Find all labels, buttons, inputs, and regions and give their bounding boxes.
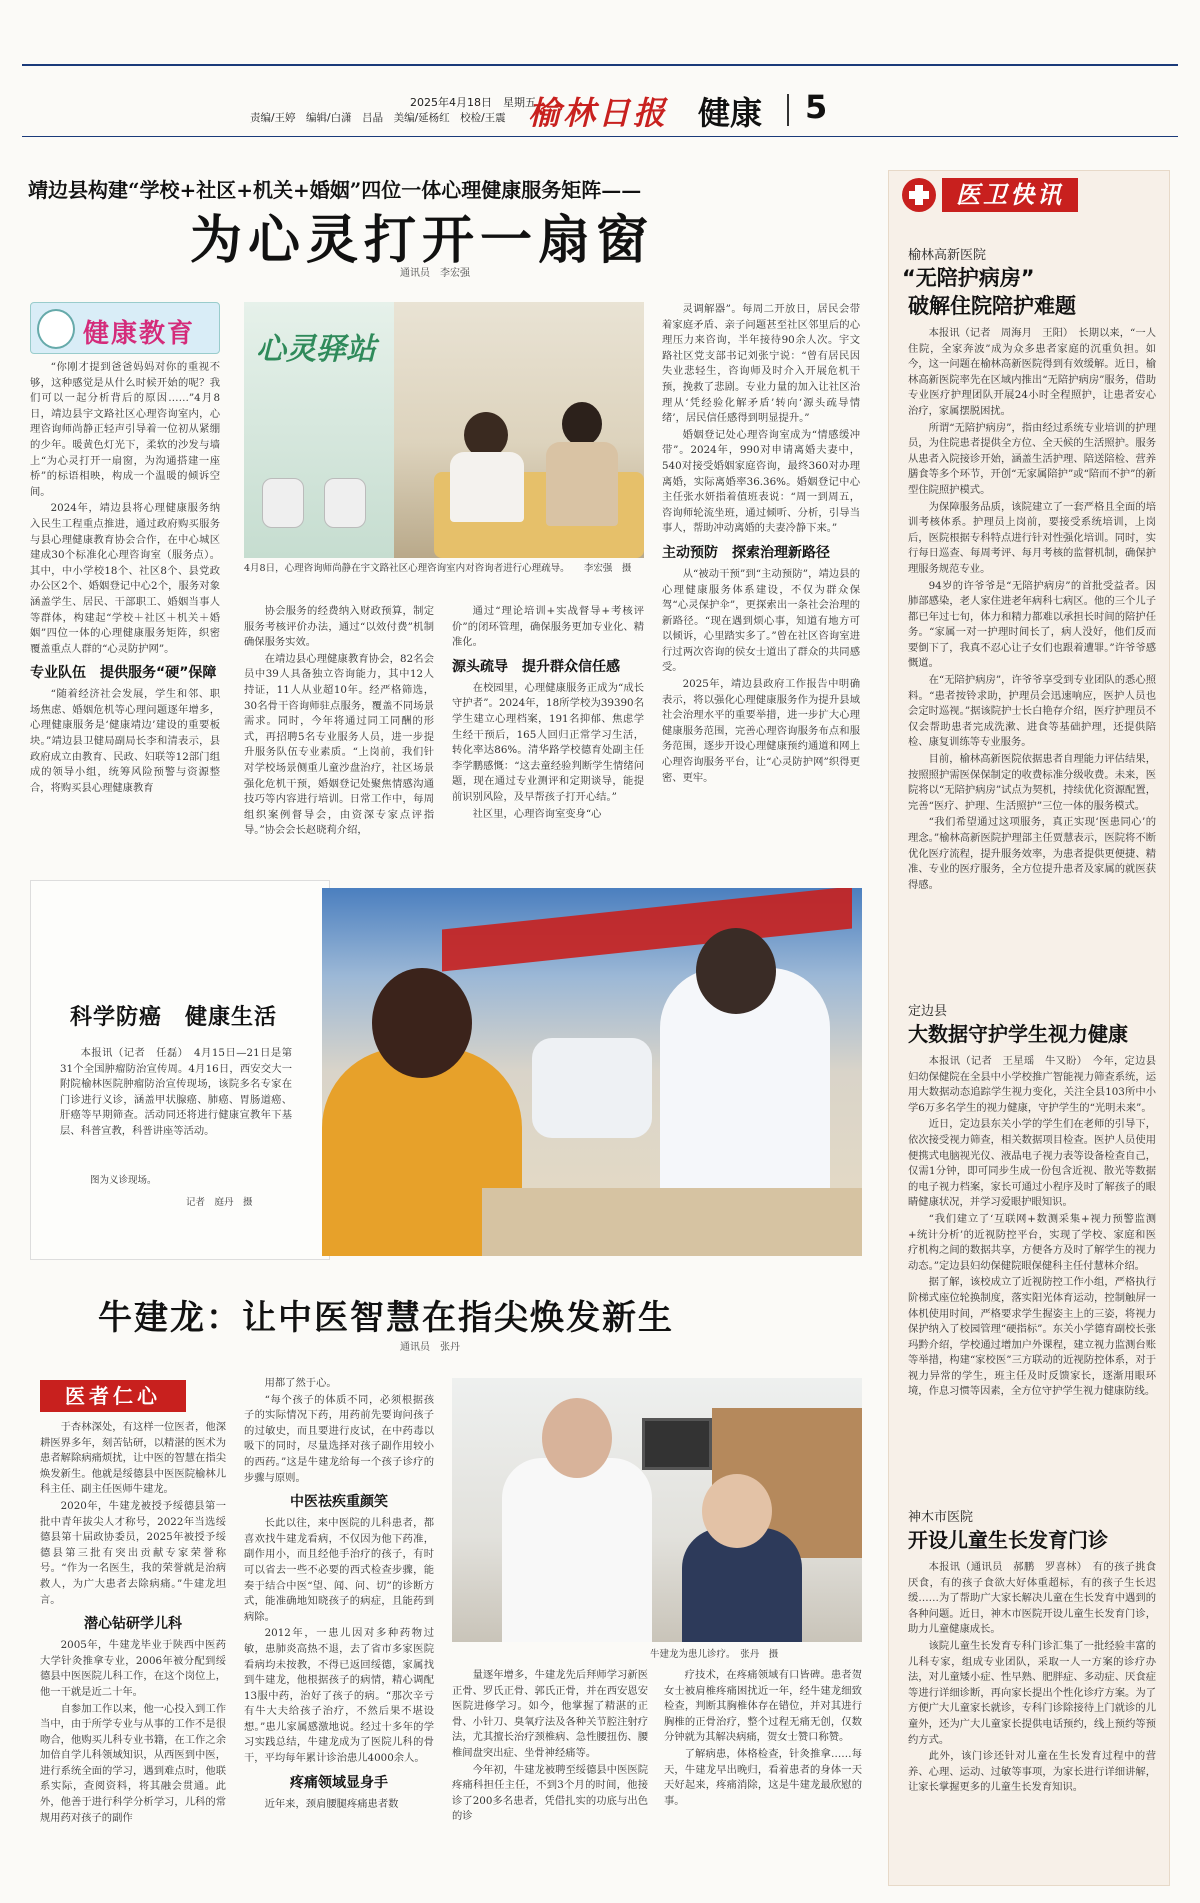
article-2-kicker: 定边县 [908, 1004, 948, 1019]
paragraph: 在校园里，心理健康服务正成为“成长守护者”。2024年，18所学校为39390名学生建立心理档案，191名抑郁、焦虑学生经干预后，165人回归正常学习生活，转化率达86%。清华路学校德育处副主任李学鹏感慨：“这去童经验判断学生情绪问题，现在通过专业测评和定期谈导，能提前识别风险，及早帮孩子打开心结。” [452, 681, 644, 803]
top-rule [22, 64, 1178, 66]
paragraph: 2012年，一患儿因对多种药物过敏，患肺炎高热不退，去了省市多家医院看病均未按教，不得已返回绥德，家属找到牛建龙，他根据孩子的病情，精心调配13服中药，治好了孩子的病。“那次辛亏有牛大夫给孩子治疗，不然后果不堪设想。”患儿家属感激地说。经过十多年的学习实践总结，牛建龙成为了医院儿科的骨干，平均每年累计诊治患儿4000余人。 [244, 1627, 434, 1765]
paragraph: 为保障服务品质，该院建立了一套严格且全面的培训考核体系。护理员上岗前，要接受系统培训，上岗后，医院根据专科特点进行针对性强化培训。同时，实行每日巡查、每周考评、每月考核的监督机制，确保护理服务规范专业。 [908, 500, 1156, 575]
doctor-coat [502, 1458, 652, 1642]
date-line: 2025年4月18日 星期五 [410, 96, 536, 109]
article-3-body [908, 1560, 1156, 1882]
boy-body [450, 452, 524, 522]
paragraph: 所谓“无陪护病房”，指由经过系统专业培训的护理员，为住院患者提供全方位、全天候的生活照护。服务从患者入院接诊开始，涵盖生活护理、陪送陪检、营养膳食等多个环节，开创“无家属陪护”或“陪而不护”的新型住院照护模式。 [908, 421, 1156, 496]
paragraph: 本报讯（记者 周海月 王阳） 长期以来，“一人住院，全家奔波”成为众多患者家庭的沉重负担。如今，这一问题在榆林高新医院得到有效缓解。近日，榆林高新医院率先在区域内推出“无陪护病房”服务，借助专业医疗护理团队开展24小时全程照护，让患者安心治疗，家属摆脱困扰。 [908, 327, 1156, 417]
article-1-title-line2: 破解住院陪护难题 [908, 294, 1076, 318]
subheading: 中医祛疾重颜笑 [290, 1494, 388, 1511]
lead-column-1 [30, 360, 220, 852]
chair-right [324, 478, 366, 528]
paragraph: 本报讯（通讯员 郝鹏 罗喜林） 有的孩子挑食厌食，有的孩子食欲大好体重超标，有的孩子生长迟缓……为了帮助广大家长解决儿童在生长发育中遇到的各种问题。近日，神木市医院开设儿童生长发育门诊，助力儿童健康成长。 [908, 1561, 1156, 1636]
paragraph: 婚姻登记处心理咨询室成为“情感缓冲带”。2024年，990对申请离婚夫妻中，540对接受婚姻家庭咨询，最终360对办理离婚，实际离婚率36.36%。婚姻登记中心主任张水妍指着值班表说：“周一到周五，咨询师轮流坐班，通过倾听、分析，引导当事人，帮助冲动离婚的夫妻冷静下来。” [662, 428, 860, 535]
paragraph: 量逐年增多，牛建龙先后拜师学习新医正骨、罗氏正骨、郭氏正骨，并在西安恩安医院进修学习。如今，他掌握了精湛的正骨、小针刀、臭氧疗法及各种关节腔注射疗法，尤其擅长治疗颈椎病、急性腰扭伤、腰椎间盘突出症、坐骨神经痛等。 [452, 1669, 648, 1759]
article-2-title: 大数据守护学生视力健康 [908, 1022, 1128, 1046]
editors-line: 责编/王婷 编辑/白潇 吕晶 美编/延杨红 校检/王震 [250, 112, 506, 124]
counseling-room-photo [244, 302, 644, 558]
cancer-news-body [60, 1046, 292, 1166]
paragraph: 本报讯（记者 王星瑶 牛又盼） 今年，定边县妇幼保健院在全县中小学校推广智能视力筛查系统，运用大数据动态追踪学生视力变化，关注全县103所中小学6万多名学生的视力健康，守护学生的“光明未来”。 [908, 1055, 1156, 1114]
paragraph: 本报讯（记者 任磊） 4月15日—21日是第31个全国肿瘤防治宣传周。4月16日，西安交大一附院榆林医院肿瘤防治宣传现场，该院多名专家在门诊进行义诊，涵盖甲状腺癌、肺癌、胃肠道癌、肝癌等早期筛查。活动同还将进行健康宣教年下基层、科普宣教，科普讲座等活动。 [60, 1047, 292, 1137]
health-education-tag [30, 302, 220, 354]
tcm-column-1 [40, 1420, 226, 1882]
doctor-column-tag: 医者仁心 [40, 1380, 186, 1412]
lead-title: 为心灵打开一扇窗 [190, 210, 655, 271]
article-1-kicker: 榆林高新医院 [908, 248, 987, 263]
article-2-body [908, 1054, 1156, 1468]
paragraph: 长此以往，来中医院的儿科患者，都喜欢找牛建龙看病，不仅因为他下药准，副作用小，而且经他手治疗的孩子，有时可以省去一些不必要的西式检查步骤，能奏于结合中医“望、闻、问、切”的诊断方式，能准确地知晓孩子的病症，且能药到病除。 [244, 1517, 434, 1623]
paragraph: 协会服务的经费纳入财政预算，制定服务考核评价办法，通过“以效付费”机制确保服务实效。 [244, 605, 434, 649]
paragraph: 该院儿童生长发育专科门诊汇集了一批经验丰富的儿科专家，组成专业团队，采取一人一方案的诊疗办法，对儿童矮小症、性早熟、肥胖症、多动症、厌食症等进行详细诊断，再向家长提出个性化诊疗方案。为了方便广大儿童家长就诊，专科门诊除接待上门就诊的儿童外，还为广大儿童家长提供电话预约，线上预约等预约方式。 [908, 1639, 1156, 1746]
paragraph: “每个孩子的体质不同，必须根据孩子的实际情况下药，用药前先要询问孩子的过敏史，而且要进行皮试，在中药毒以吸下的同时，尽量选择对孩子副作用较小的西药。”这是牛建龙给每一个孩子诊疗的步骤与原则。 [244, 1393, 434, 1484]
cancer-photo-credit: 记者 庭丹 摄 [186, 1197, 253, 1208]
paragraph: 2024年，靖边县将心理健康服务纳入民生工程重点推进，通过政府购买服务与县心理健康教育协会合作，在中心城区建成30个标准化心理咨询室（服务点）。其中，中小学校18个、社区8个、县党政办公区2个、婚姻登记中心2个，服务对象涵盖学生、居民、干部职工、婚姻当事人等群体，构建起“学校＋社区＋机关＋婚姻”四位一体的心理健康服务矩阵，织密覆盖重点人群的“心灵防护网”。 [30, 502, 220, 655]
paragraph: “我们建立了‘互联网+数测采集+视力预警监测+统计分析’的近视防控平台，实现了学校、家庭和医疗机构之间的数据共享，方便各方及时了解学生的视力动态。”定边县妇幼保健院眼保健科主任付慧林介绍。 [908, 1212, 1156, 1272]
paragraph: 在“无陪护病房”，许爷爷享受到专业团队的悉心照料。“患者按铃求助，护理员会迅速响应，医护人员也会定时巡视。”据该院护士长白艳存介绍，医疗护理员不仅会帮助患者完成洗漱、进食等基础护理，还提供陪检、康复训练等专业服务。 [908, 674, 1156, 749]
cancer-news-title: 科学防癌 健康生活 [70, 1004, 278, 1030]
tcm-title: 牛建龙：让中医智慧在指尖焕发新生 [98, 1298, 674, 1338]
paragraph: 自参加工作以来，他一心投入到工作当中，由于所学专业与从事的工作不是很吻合，他购买儿科专业书籍，在工作之余加倍自学儿科领域知识，从西医到中医，进行系统全面的学习，遇到难点时，他联系实际，查阅资料，将其融会贯通。此外，他善于进行科学分析学习，儿科的常规用药对孩子的副作 [40, 1702, 226, 1824]
subheading: 专业队伍 提供服务“硬”保障 [30, 665, 217, 682]
tcm-photo-caption: 牛建龙为患儿诊疗。 张丹 摄 [650, 1649, 779, 1660]
subheading: 疼痛领域显身手 [290, 1774, 388, 1791]
sidebar-tag: 医卫快讯 [942, 178, 1078, 212]
paragraph: 疗技术，在疼痛领域有口皆碑。患者贺女士被肩椎疼痛困扰近一年，经牛建龙细致检查，判断其胸椎体存在错位，并对其进行胸椎的正骨治疗，整个过程无痛无创，仅数分钟就为其解决病痛，贺女士赞口称赞。 [664, 1669, 862, 1744]
paragraph: 于杏林深处，有这样一位医者，他深耕医界多年，刻苦钻研，以精湛的医术为患者解除病痛烦扰，让中医的智慧在指尖焕发新生。他就是绥德县中医医院榆林儿科主任、副主任医师牛建龙。 [40, 1421, 226, 1496]
paragraph: 今年初，牛建龙被聘至绥德县中医医院疼痛科担任主任，不到3个月的时间，他接诊了200多名患者，凭借扎实的功底与出色的诊 [452, 1763, 648, 1823]
health-education-label: 健康教育 [83, 319, 196, 349]
tcm-byline: 通讯员 张丹 [400, 1342, 460, 1353]
wall-sign-text: 心灵驿站 [256, 332, 376, 367]
paragraph: 94岁的许爷爷是“无陪护病房”的首批受益者。因肺部感染，老人家住进老年病科七病区。他的三个儿子都已年过七旬，体力和精力都难以承担长时间的陪护任务。“家属一对一护理时间长了，病人没好，他们反而要倒下了，我真不忍心让子女们也跟着遭罪。”许爷爷感慨道。 [908, 579, 1156, 670]
article-3-title: 开设儿童生长发育门诊 [908, 1528, 1108, 1552]
paragraph: 在靖边县心理健康教育协会，82名会员中39人具备独立咨询能力，其中12人持证，11人从业超10年。经严格筛选，30名骨干咨询师驻点服务，覆盖不同场景需求。同时，今年将通过同工同酬的形式，再招聘5名专业服务人员，进一步提升服务队伍专业素质。“上岗前，我们针对学校场景侧重儿童沙盘治疗，社区场景强化危机干预，婚姻登记处聚焦情感沟通技巧等内容进行培训。日常工作中，每周组织案例督导会，由资深专家点评指导。”协会会长赵晓莉介绍， [244, 652, 434, 837]
lead-kicker: 靖边县构建“学校+社区+机关+婚姻”四位一体心理健康服务矩阵—— [28, 178, 642, 202]
staff-row [532, 1038, 652, 1138]
masthead-divider [787, 94, 789, 126]
subheading: 潜心钻研学儿科 [84, 1616, 182, 1633]
paragraph: 2005年，牛建龙毕业于陕西中医药大学针灸推拿专业，2006年被分配到绥德县中医医院儿科工作，在这个岗位上，他一干就是近二十年。 [40, 1639, 226, 1698]
paragraph: 用都了然于心。 [264, 1377, 337, 1389]
subheading: 源头疏导 提升群众信任感 [452, 658, 620, 675]
computer-monitor [642, 1418, 712, 1470]
patient-head [372, 968, 472, 1078]
paragraph: 此外，该门诊还针对儿童在生长发育过程中的营养、心理、运动、过敏等事项，为家长进行详细讲解，让家长掌握更多的儿童生长发育知识。 [908, 1750, 1156, 1794]
subheading: 主动预防 探索治理新路径 [662, 544, 830, 561]
counselor-figure [562, 402, 602, 446]
masthead-bottom-rule [22, 136, 1178, 137]
article-3-kicker: 神木市医院 [908, 1510, 974, 1525]
child-head [702, 1474, 772, 1548]
chair-left [262, 478, 304, 528]
lead-byline: 通讯员 李宏强 [400, 268, 470, 279]
paragraph: “我们希望通过这项服务，真正实现‘医患同心’的理念。”榆林高新医院护理部主任贾慧表示，医院将不断优化医疗流程，提升服务效率，为患者提供更便捷、精准、专业的医疗服务，全方位提升患者及家属的就医获得感。 [908, 816, 1156, 891]
article-1-body [908, 326, 1156, 1002]
article-1-title-line1: “无陪护病房” [902, 266, 1035, 290]
lead-column-4 [662, 302, 860, 852]
paragraph: “你刚才提到爸爸妈妈对你的重视不够，这种感觉是从什么时候开始的呢？我们可以一起分析背后的原因……”4月8日，靖边县宇文路社区心理咨询室内，心理咨询师尚静正轻声引导着一位初从紧绷的少年。暖黄色灯光下，柔软的沙发与墙上“为心灵打开一扇窗，为沟通搭建一座桥”的标语相映，构成一个温暖的倾诉空间。 [30, 361, 220, 498]
sidebar-header [902, 176, 1158, 214]
paragraph: 近日，定边县东关小学的学生们在老师的引导下，依次接受视力筛查，相关数据项目检查。医护人员使用便携式电脑视光仪、液晶电子视力表等设备检查自己，仅需1分钟，即可同步生成一份包含近视、散光等数据的电子视力档案，家长可通过小程序及时了解孩子的眼睛健康状况，并学习爱眼护眼知识。 [908, 1118, 1156, 1209]
tcm-column-3 [452, 1668, 648, 1882]
paragraph: 近年来，颈肩腰腿疼痛患者数 [264, 1797, 399, 1810]
paragraph: 2025年，靖边县政府工作报告中明确表示，将以强化心理健康服务作为提升县域社会治理水平的重要举措，进一步扩大心理健康服务范围，完善心理咨询服务布点和服务范围，逐步开设心理健康预约通道和网上心理咨询服务平台，让“心灵防护网”织得更密、更牢。 [662, 678, 860, 784]
counselor-body [546, 442, 618, 526]
doctor-treating-child-photo [452, 1378, 862, 1642]
paragraph: 通过“理论培训+实战督导+考核评价”的闭环管理，确保服务更加专业化、精准化。 [452, 605, 644, 649]
cancer-picture-note: 图为义诊现场。 [90, 1175, 157, 1186]
paragraph: “随着经济社会发展，学生和邻、职场焦虑、婚姻危机等心理问题逐年增多，心理健康服务是‘健康靖边’建设的重要板块。”靖边县卫健局副局长李和清表示，县政府成立由教育、民政、妇联等12部门组成的领导小组，统筹风险预警与资源整合，将购买县心理健康教育 [30, 688, 220, 794]
red-banner [442, 888, 852, 972]
lead-column-2 [244, 604, 434, 852]
lead-photo-caption: 4月8日，心理咨询师尚静在宇文路社区心理咨询室内对咨询者进行心理疏导。 李宏强 摄 [244, 563, 632, 574]
red-cross-icon [902, 178, 936, 212]
paragraph: 从“被动干预”到“主动预防”，靖边县的心理健康服务体系建设，不仅为群众保驾“心灵保护伞”，更探索出一条社会治理的新路径。“现在遇到烦心事，知道有地方可以倾诉，心里踏实多了。”曾在社区咨询室进行过两次咨询的侯女士道出了群众的共同感受。 [662, 567, 860, 674]
doctor-head-2 [542, 1398, 612, 1478]
paragraph: 据了解，该校成立了近视防控工作小组，严格执行阶梯式座位轮换制度，落实阳光体育运动，控制触屏一体机使用时间，严格要求学生握姿主上的三姿，将视力保护纳入了校园管理“硬指标”。东关小学德育副校长张玛黔介绍，学校通过增加户外课程，建立视力监测台账等举措，构建“家校医”三方联动的近视防控体系，对于视力异常的学生，班主任及时反馈家长，逐渐用眼环境，作息习惯等因素，全方位守护学生视力健康防线。 [908, 1276, 1156, 1398]
newspaper-logo: 榆林日报 [528, 94, 669, 132]
paragraph: 灵调解器”。每周二开放日，居民会带着家庭矛盾、亲子问题甚至社区邻里后的心理压力来咨询，半年接待90余人次。宇文路社区党支部书记刘张宁说：“曾有居民因失业悲轻生，咨询师及时介入开展危机干预，挽救了悲剧。专业力量的加入让社区治理从‘凭经验化解矛盾’转向‘源头疏导情绪’，居民信任感得到明显提升。” [662, 303, 860, 425]
paragraph: 了解病患，体格检查，针灸推拿……每天，牛建龙早出晚归，看着患者的身体一天天好起来，疼痛消除，这是牛建龙最欣慰的事。 [664, 1747, 862, 1807]
tcm-column-2 [244, 1376, 434, 1882]
lead-column-3 [452, 604, 644, 852]
section-name: 健康 [698, 94, 763, 132]
paragraph: 2020年，牛建龙被授予绥德县第一批中青年拔尖人才称号，2022年当选绥德县第十届政协委员，2025年被授予绥德县第三批有突出贡献专家荣誉称号。“作为一名医生，我的荣誉就是治病救人，为广大患者去除病痛。”牛建龙坦言。 [40, 1499, 226, 1606]
paragraph: 社区里，心理咨询室变身“心 [472, 807, 602, 820]
page-number: 5 [805, 88, 828, 126]
paragraph: 目前，榆林高新医院依据患者自理能力评估结果，按照照护需医保保制定的收费标准分级收费。未来，医院将以“无陪护病房”试点为契机，持续优化资源配置，完善“医疗、护理、生活照护”三位一体的服务模式。 [908, 753, 1156, 812]
doctor-head [696, 928, 776, 1014]
tcm-column-4 [664, 1668, 862, 1882]
clinic-table [482, 1188, 862, 1256]
nurse-icon [37, 309, 75, 349]
free-clinic-photo [322, 888, 862, 1256]
